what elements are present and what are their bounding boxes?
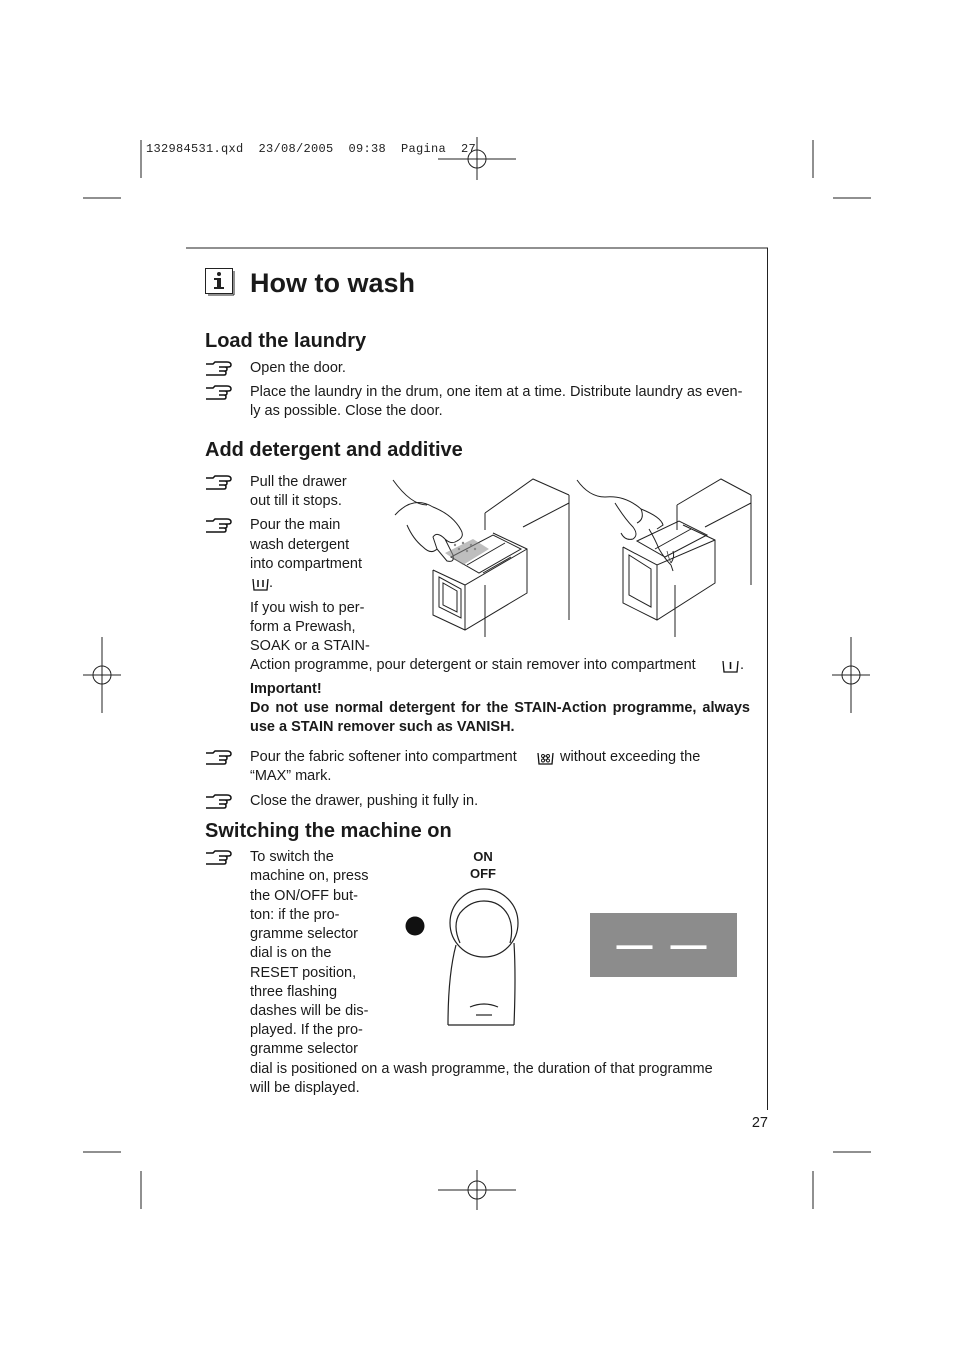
display-panel [590, 913, 737, 1009]
detergent-pull-line1: Pull the drawer [250, 474, 347, 490]
switching-line: dial is on the [250, 945, 332, 961]
important-line2: use a STAIN remover such as VANISH. [250, 719, 515, 735]
pointing-hand-icon [205, 517, 235, 537]
load-step-place-laundry-line1: Place the laundry in the drum, one item at a time. Distribute laundry as even- [250, 384, 743, 400]
detergent-pour-line1: Pour the main [250, 517, 341, 533]
detergent-pour-line4: . [269, 575, 274, 591]
important-label: Important! [250, 681, 322, 697]
page-title: How to wash [250, 268, 416, 298]
prewash-compartment-icon [721, 659, 741, 675]
prewash-line1: If you wish to per- [250, 600, 365, 616]
prewash-line3: SOAK or a STAIN- [250, 638, 370, 654]
switching-line: machine on, press [250, 868, 369, 884]
switching-line: ton: if the pro- [250, 907, 340, 923]
drawer-illustration-main-wash [393, 475, 573, 640]
switching-last-line2: will be displayed. [250, 1080, 360, 1096]
drawer-illustration-softener [575, 475, 755, 640]
pointing-hand-icon [205, 849, 235, 869]
detergent-pour-line2: wash detergent [250, 537, 350, 553]
page-number: 27 [751, 1115, 768, 1131]
display-readout: — — — [616, 924, 711, 1009]
switching-line: To switch the [250, 849, 334, 865]
softener-line1a: Pour the fabric softener into compartment [250, 749, 517, 765]
switching-line: gramme selector [250, 1041, 358, 1057]
switching-line: dashes will be dis- [250, 1003, 369, 1019]
detergent-pour-line3: into compartment [250, 556, 363, 572]
switching-line: three flashing [250, 984, 338, 1000]
heading-load-laundry: Load the laundry [205, 330, 367, 352]
detergent-pull-line2: out till it stops. [250, 493, 342, 509]
info-icon [205, 268, 235, 298]
pointing-hand-icon [205, 793, 235, 813]
pointing-hand-icon [205, 474, 235, 494]
main-wash-compartment-icon [251, 577, 271, 593]
pointing-hand-icon [205, 749, 235, 769]
switching-line: the ON/OFF but- [250, 888, 358, 904]
switching-line: played. If the pro- [250, 1022, 363, 1038]
softener-line1b: without exceeding the [560, 749, 701, 765]
prewash-line4-end: . [740, 657, 745, 673]
softener-line2: “MAX” mark. [250, 768, 332, 784]
file-header: 132984531.qxd 23/08/2005 09:38 Pagina 27 [146, 142, 477, 156]
prewash-line2: form a Prewash, [250, 619, 356, 635]
prewash-line4: Action programme, pour detergent or stain remover into compartment [250, 657, 696, 673]
on-off-button-illustration [400, 885, 530, 1035]
off-label: OFF [470, 866, 496, 881]
switching-line: RESET position, [250, 965, 357, 981]
switching-last-line1: dial is positioned on a wash programme, the duration of that programme [250, 1061, 713, 1077]
on-label: ON [473, 849, 493, 864]
load-step-place-laundry-line2: ly as possible. Close the door. [250, 403, 443, 419]
pointing-hand-icon [205, 384, 235, 404]
load-step-open-door: Open the door. [250, 360, 346, 376]
softener-compartment-icon [536, 751, 556, 767]
heading-switching-on: Switching the machine on [205, 820, 452, 842]
pointing-hand-icon [205, 360, 235, 380]
close-drawer-step: Close the drawer, pushing it fully in. [250, 793, 479, 809]
important-line1: Do not use normal detergent for the STAIN-Action programme, always [250, 700, 750, 716]
heading-add-detergent: Add detergent and additive [205, 439, 463, 461]
switching-line: gramme selector [250, 926, 358, 942]
